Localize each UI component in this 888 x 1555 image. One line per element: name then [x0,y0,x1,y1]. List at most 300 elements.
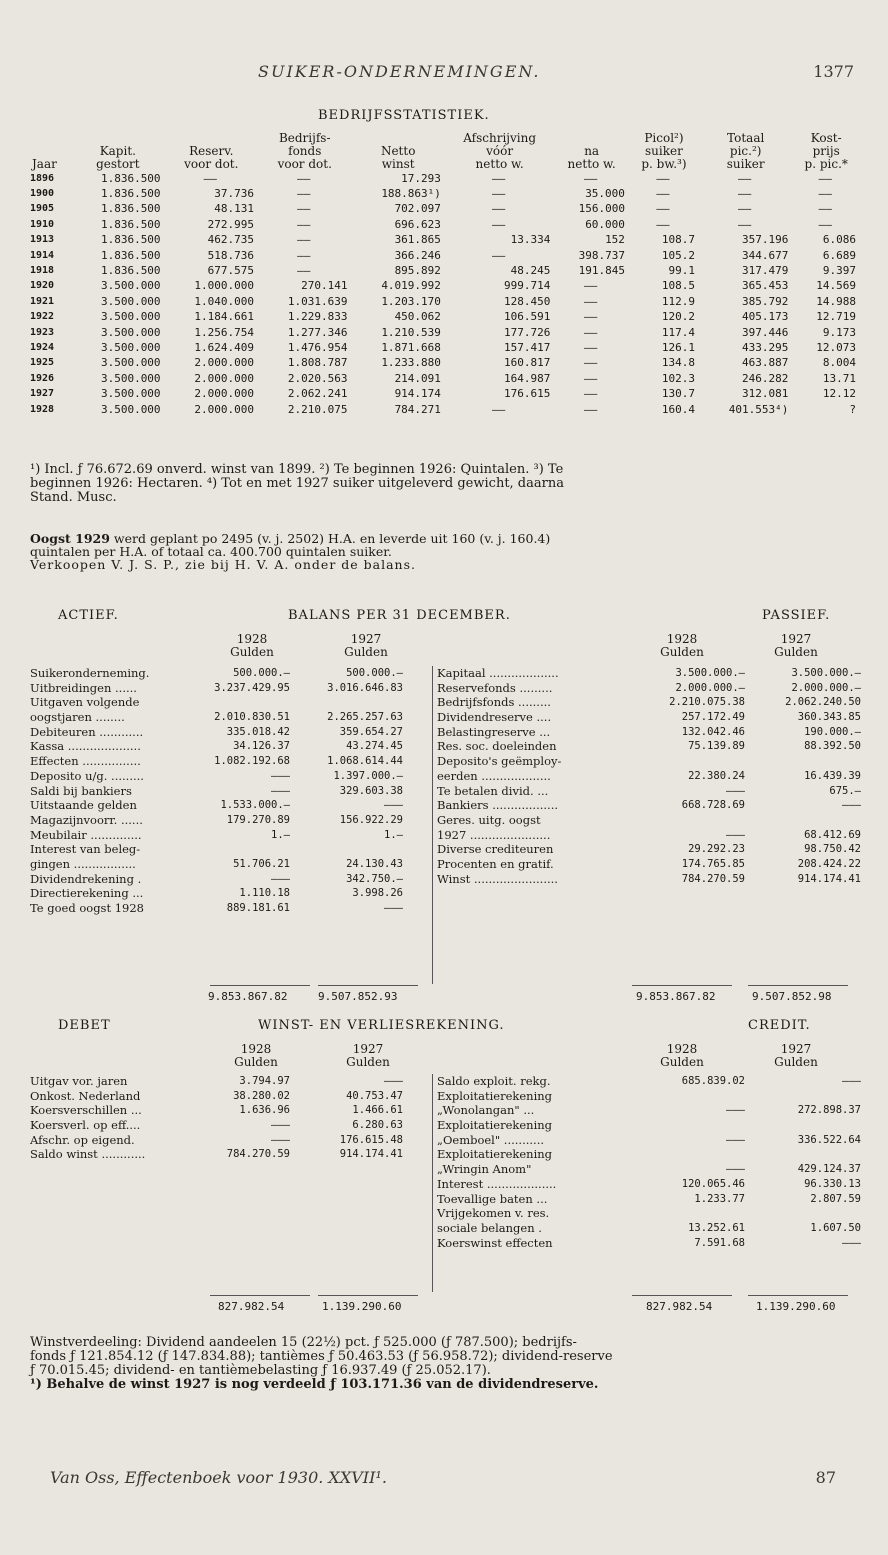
ledger-value-1928: ——— [271,769,290,782]
ledger-label: Magazijnvoorr. ...... [30,812,143,827]
year-cell: 1925 [30,357,55,369]
stats-cell: 3.500.000 [100,294,161,308]
stats-row [30,233,860,248]
ledger-value-1927: 88.392.50 [804,740,861,753]
ledger-value-1927: 3.016.646.83 [327,681,403,694]
year-cell: 1900 [30,188,55,200]
stats-cell: 2.000.000 [194,356,255,370]
ledger-label: Dividendrekening . [30,871,142,886]
ledger-label: Saldo winst ............ [30,1147,146,1162]
year-cell: 1913 [30,234,55,246]
stats-cell: 397.446 [742,325,789,339]
ledger-value-1927: 329.603.38 [339,784,403,797]
ledger-label: Te betalen divid. ... [437,783,549,798]
ledger-value-1927: ——— [842,1236,861,1249]
year-cell: 1910 [30,218,55,230]
stats-cell: 3.500.000 [100,402,161,416]
stats-row [30,325,860,340]
stats-cell: 1.836.500 [100,202,161,216]
ledger-label: Vrijgekomen v. res. [437,1206,550,1221]
stats-cell: 1.000.000 [194,279,255,293]
stats-cell: 60.000 [585,217,625,231]
ledger-value-1928: 120.065.46 [681,1177,745,1190]
ledger-row [30,695,430,710]
stats-cell: 518.736 [207,248,255,262]
ledger-value-1928: ——— [271,1119,290,1132]
ledger-value-1928: 179.270.89 [226,813,290,826]
stats-notes [30,463,870,505]
ledger-value-1927: 360.343.85 [797,711,861,724]
stats-cell: 128.450 [504,294,551,308]
stats-cell: 702.097 [394,202,441,216]
stats-row [30,402,860,417]
footer-source: Van Oss, Effectenboek voor 1930. XXVII¹. [50,1468,387,1487]
stats-cell: 1.203.170 [381,294,441,308]
ledger-value-1928: ——— [726,1104,745,1117]
stats-cell: 405.173 [742,310,789,324]
stats-cell: 160.817 [504,356,551,370]
ledger-value-1927: 914.174.41 [797,872,861,885]
wv-col-1927-right: 1927 Gulden [774,1042,818,1069]
ledger-label: Directierekening ... [30,886,144,901]
ledger-value-1928: 51.706.21 [233,857,290,870]
ledger-label: sociale belangen . [437,1220,542,1235]
ledger-label: Geres. uitg. oogst [437,812,541,827]
stats-cell: 112.9 [661,294,695,308]
ledger-value-1928: 784.270.59 [681,872,745,885]
ledger-label: eerden ................... [437,768,551,783]
ledger-label: Exploitatierekening [437,1118,553,1133]
stats-cell: 1.031.639 [287,294,348,308]
ledger-row [433,725,863,740]
ledger-value-1927: 429.124.37 [797,1163,861,1176]
ledger-label: Koersverschillen ... [30,1103,142,1118]
ledger-label: Bedrijfsfonds ......... [437,695,551,710]
stats-cell: —— [656,202,670,216]
ledger-row [433,754,863,769]
stats-col-header: Picol²) suiker p. bw.³) [641,131,687,171]
stats-cell: —— [584,340,598,354]
stats-cell: 312.081 [742,387,789,401]
stats-cell: 1.871.668 [381,340,441,354]
winstverdeeling-line: ƒ 70.015.45; dividend- en tantièmebelasting ƒ 16.937.49 (ƒ 25.052.17). [30,1363,491,1378]
ledger-value-1927: ——— [842,1075,861,1087]
stats-cell: 3.500.000 [100,325,161,339]
winstverdeeling-line: Winstverdeeling: Dividend aandeelen 15 (22½) pct. ƒ 525.000 (ƒ 787.500); bedrijfs- [30,1335,577,1350]
balans-total: 9.853.867.82 [636,990,716,1003]
year-cell: 1927 [30,388,55,400]
stats-cell: 48.245 [510,264,551,278]
stats-cell: 108.5 [661,279,695,293]
ledger-label: Uitbreidingen ...... [30,680,137,695]
ledger-value-1927: 190.000.— [804,725,861,738]
ledger-row [433,1206,863,1221]
ledger-value-1927: 336.522.64 [797,1133,861,1146]
stats-cell: —— [492,187,506,201]
wv-total: 1.139.290.60 [322,1300,402,1313]
ledger-label: Onkost. Nederland [30,1088,141,1103]
ledger-value-1928: ——— [271,784,290,797]
ledger-label: Suikeronderneming. [30,666,150,680]
debet-title: DEBET [58,1018,111,1033]
ledger-row [433,666,863,681]
stats-cell: —— [656,171,670,185]
stats-cell: 102.3 [661,371,695,385]
ledger-value-1928: 2.210.075.38 [669,696,745,709]
ledger-row [30,901,430,916]
ledger-row [433,739,863,754]
stats-cell: 6.689 [822,248,856,262]
stats-cell: 191.845 [578,264,625,278]
stats-cell: —— [656,217,670,231]
ledger-row [30,1103,430,1118]
stats-cell: —— [492,171,506,185]
ledger-row [30,1074,430,1089]
page-number: 1377 [813,62,854,81]
ledger-row [30,725,430,740]
stats-cell: —— [584,387,598,401]
stats-cell: 1.277.346 [287,325,348,339]
stats-cell: 246.282 [742,371,789,385]
stats-cell: 784.271 [394,402,441,416]
ledger-value-1928: 335.018.42 [226,725,290,738]
stats-row [30,171,860,186]
ledger-value-1928: 1.533.000.— [220,799,290,812]
stats-cell: —— [818,202,832,216]
ledger-label: Saldi bij bankiers [30,783,132,798]
balance-sheet [30,666,860,976]
stats-cell: 344.677 [742,248,789,262]
ledger-value-1928: 3.500.000.— [675,667,745,679]
stats-cell: —— [818,217,832,231]
ledger-value-1928: ——— [726,828,745,841]
stats-cell: 17.293 [401,171,441,185]
stats-cell: —— [738,187,752,201]
stats-cell: 398.737 [578,248,625,262]
ledger-value-1928: 75.139.89 [688,740,745,753]
stats-cell: 35.000 [585,187,625,201]
stats-cell: 999.714 [504,279,551,293]
ledger-row [30,1147,430,1162]
ledger-value-1927: 98.750.42 [804,843,861,856]
stats-cell: —— [492,202,506,216]
ledger-label: Meubilair .............. [30,827,142,842]
year-cell: 1918 [30,265,55,277]
ledger-value-1927: 914.174.41 [339,1148,403,1161]
ledger-row [30,754,430,769]
stats-cell: —— [297,171,311,185]
ledger-row [433,1103,863,1118]
ledger-value-1927: ——— [384,799,403,812]
stats-cell: 914.174 [394,387,441,401]
stats-cell: 1.836.500 [100,217,161,231]
ledger-value-1928: 1.636.96 [239,1104,290,1117]
ledger-label: Uitstaande gelden [30,798,137,813]
stats-cell: —— [584,171,598,185]
stats-row [30,371,860,386]
stats-row [30,202,860,217]
ledger-label: „Wringin Anom" [437,1162,532,1177]
ledger-value-1928: 29.292.23 [688,843,745,856]
year-cell: 1922 [30,311,55,323]
stats-cell: 1.040.000 [194,294,255,308]
stats-cell: 1.233.880 [381,356,441,370]
stats-cell: 8.004 [822,356,856,370]
stats-cell: 463.887 [742,356,789,370]
stats-cell: 3.500.000 [100,279,161,293]
stats-cell: 9.173 [822,325,856,339]
stats-cell: 365.453 [742,279,789,293]
ledger-value-1927: 1.068.614.44 [327,755,403,768]
stats-cell: —— [738,202,752,216]
winstverdeeling [30,1336,860,1392]
stats-cell: —— [492,217,506,231]
year-cell: 1923 [30,326,55,338]
ledger-label: Kapitaal ................... [437,666,559,680]
ledger-value-1927: 1.— [384,828,403,841]
stats-cell: —— [818,187,832,201]
stats-cell: 6.086 [822,233,856,247]
ledger-value-1927: 2.000.000.— [791,681,861,694]
ledger-row [433,842,863,857]
stats-cell: 105.2 [661,248,695,262]
ledger-row [433,813,863,828]
col-1928-right: 1928 Gulden [660,632,704,659]
actief-column [30,666,430,916]
ledger-row [30,784,430,799]
stats-cell: 4.019.992 [381,279,441,293]
ledger-value-1928: 1.233.77 [694,1192,745,1205]
ledger-row [433,1177,863,1192]
ledger-label: oogstjaren ........ [30,710,125,725]
stats-cell: 99.1 [668,264,695,278]
year-cell: 1926 [30,372,55,384]
stats-cell: ? [849,402,856,416]
ledger-label: Interest van beleg- [30,842,141,857]
ledger-row [30,1089,430,1104]
stats-cell: —— [584,402,598,416]
ledger-value-1927: 43.274.45 [346,740,403,753]
stats-cell: 317.479 [742,264,789,278]
ledger-label: 1927 ...................... [437,827,551,842]
ledger-label: „Wonolangan" ... [437,1103,535,1118]
stats-cell: 117.4 [661,325,695,339]
ledger-value-1928: 1.110.18 [239,887,290,900]
stats-row [30,310,860,325]
stats-cell: 401.553⁴) [728,402,789,416]
ledger-value-1927: 24.130.43 [346,857,403,870]
wv-col-1927: 1927 Gulden [346,1042,390,1069]
ledger-value-1928: 685.839.02 [681,1075,745,1087]
ledger-label: „Oemboel" ........... [437,1132,545,1147]
stats-col-header: Jaar [32,157,57,171]
ledger-row [433,1089,863,1104]
stats-col-header: Reserv. voor dot. [184,144,239,171]
stats-cell: 120.2 [661,310,695,324]
stats-cell: —— [297,248,311,262]
stats-col-header: Afschrijving vóór netto w. [463,131,537,171]
ledger-value-1927: ——— [384,1075,403,1087]
ledger-row [30,710,430,725]
ledger-value-1928: 2.000.000.— [675,681,745,694]
ledger-row [433,1236,863,1251]
ledger-value-1927: 96.330.13 [804,1177,861,1190]
ledger-label: Res. soc. doeleinden [437,739,557,754]
stats-cell: —— [584,371,598,385]
ledger-value-1927: 16.439.39 [804,769,861,782]
ledger-value-1927: 156.922.29 [339,813,403,826]
stats-cell: —— [584,310,598,324]
stats-cell: —— [584,279,598,293]
stats-cell: 134.8 [661,356,695,370]
stats-cell: 1.836.500 [100,248,161,262]
ledger-value-1928: 1.— [271,828,290,841]
stats-cell: 3.500.000 [100,310,161,324]
ledger-label: Exploitatierekening [437,1147,553,1162]
stats-table [30,132,860,417]
ledger-row [433,710,863,725]
balans-total: 9.507.852.93 [318,990,398,1003]
stats-cell: 156.000 [578,202,625,216]
stats-cell: 48.131 [214,202,255,216]
stats-cell: 1.836.500 [100,187,161,201]
stats-cell: 164.987 [504,371,551,385]
stats-row [30,279,860,294]
ledger-value-1928: 38.280.02 [233,1089,290,1102]
wv-total: 827.982.54 [218,1300,285,1313]
ledger-value-1928: ——— [726,784,745,797]
stats-cell: 1.624.409 [194,340,255,354]
wv-col-1928: 1928 Gulden [234,1042,278,1069]
ledger-value-1927: 1.607.50 [810,1221,861,1234]
ledger-value-1927: 40.753.47 [346,1089,403,1102]
stats-cell: 13.334 [510,233,551,247]
ledger-label: Effecten ................ [30,754,141,769]
ledger-label: Dividendreserve .... [437,710,552,725]
stats-cell: —— [492,402,506,416]
ledger-value-1927: 1.466.61 [352,1104,403,1117]
col-1927: 1927 Gulden [344,632,388,659]
stats-cell: 3.500.000 [100,340,161,354]
stats-cell: 1.184.661 [194,310,255,324]
ledger-row [30,769,430,784]
stats-row [30,356,860,371]
stats-cell: 1.808.787 [287,356,348,370]
stats-cell: 1.476.954 [287,340,348,354]
stats-row [30,248,860,263]
ledger-row [433,1074,863,1089]
stats-cell: 108.7 [661,233,695,247]
year-cell: 1896 [30,172,55,184]
stats-col-header: Bedrijfs- fonds voor dot. [277,131,332,171]
stats-cell: —— [656,187,670,201]
ledger-label: Deposito's geëmploy- [437,754,562,769]
stats-col-header: na netto w. [567,144,616,171]
ledger-value-1927: 2.062.240.50 [785,696,861,709]
ledger-row [30,828,430,843]
stats-row [30,340,860,355]
ledger-value-1927: 176.615.48 [339,1133,403,1146]
ledger-label: Procenten en gratif. [437,856,554,871]
ledger-value-1927: 272.898.37 [797,1104,861,1117]
passief-column [432,666,863,984]
stats-cell: 126.1 [661,340,695,354]
ledger-value-1927: 3.998.26 [352,887,403,900]
ledger-value-1928: 500.000.— [233,667,290,679]
ledger-value-1928: 3.794.97 [239,1075,290,1087]
ledger-label: Belastingreserve ... [437,724,551,739]
ledger-row [30,1133,430,1148]
winstverdeeling-line: fonds ƒ 121.854.12 (ƒ 147.834.88); tantièmes ƒ 50.463.53 (ƒ 56.958.72); dividend-reserve [30,1349,613,1364]
ledger-row [433,681,863,696]
ledger-label: Deposito u/g. ......... [30,768,144,783]
ledger-value-1928: 257.172.49 [681,711,745,724]
ledger-label: Te goed oogst 1928 [30,901,145,915]
stats-cell: 152 [605,233,625,247]
stats-cell: 160.4 [661,402,695,416]
credit-column [432,1074,863,1292]
stats-cell: 1.210.539 [381,325,441,339]
stats-cell: 462.735 [207,233,255,247]
stats-row [30,386,860,401]
harvest-text-2: quintalen per H.A. of totaal ca. 400.700 quintalen suiker. [30,544,392,559]
stats-cell: 1.836.500 [100,233,161,247]
ledger-value-1928: 668.728.69 [681,799,745,812]
ledger-label: Toevallige baten ... [437,1191,548,1206]
ledger-row [30,798,430,813]
ledger-value-1928: 784.270.59 [226,1148,290,1161]
ledger-row [433,1118,863,1133]
stats-cell: 357.196 [742,233,789,247]
ledger-label: Saldo exploit. rekg. [437,1074,551,1088]
stats-cell: 895.892 [394,264,441,278]
stats-cell: —— [297,187,311,201]
balans-total: 9.507.852.98 [752,990,832,1003]
year-cell: 1914 [30,249,55,261]
stats-cell: —— [738,217,752,231]
ledger-row [30,872,430,887]
stats-cell: —— [584,294,598,308]
stats-cell: 3.500.000 [100,371,161,385]
stats-cell: 1.836.500 [100,264,161,278]
stats-cell: 1.836.500 [100,171,161,185]
stats-cell: 3.500.000 [100,356,161,370]
stats-cell: —— [738,171,752,185]
ledger-value-1928: ——— [271,872,290,885]
stats-cell: 130.7 [661,387,695,401]
stats-cell: 37.736 [214,187,255,201]
ledger-label: Exploitatierekening [437,1088,553,1103]
stats-cell: —— [492,248,506,262]
ledger-row [433,784,863,799]
harvest-paragraph [30,532,860,571]
stats-cell: 188.863¹) [381,187,441,201]
stats-cell: —— [297,233,311,247]
credit-title: CREDIT. [748,1018,811,1033]
note-line: beginnen 1926: Hectaren. ⁴) Tot en met 1927 suiker uitgeleverd gewicht, daarna [30,476,564,491]
balans-total: 9.853.867.82 [208,990,288,1003]
stats-col-header: Totaal pic.²) suiker [726,131,765,171]
stats-cell: —— [297,202,311,216]
ledger-value-1928: 22.380.24 [688,769,745,782]
ledger-label: Koersverl. op eff.... [30,1118,141,1133]
harvest-lead: Oogst 1929 [30,531,110,546]
stats-col-header: Netto winst [380,144,416,171]
footer-page: 87 [815,1468,836,1487]
stats-cell: 12.719 [816,310,856,324]
col-1927-right: 1927 Gulden [774,632,818,659]
actief-title: ACTIEF. [58,608,119,623]
